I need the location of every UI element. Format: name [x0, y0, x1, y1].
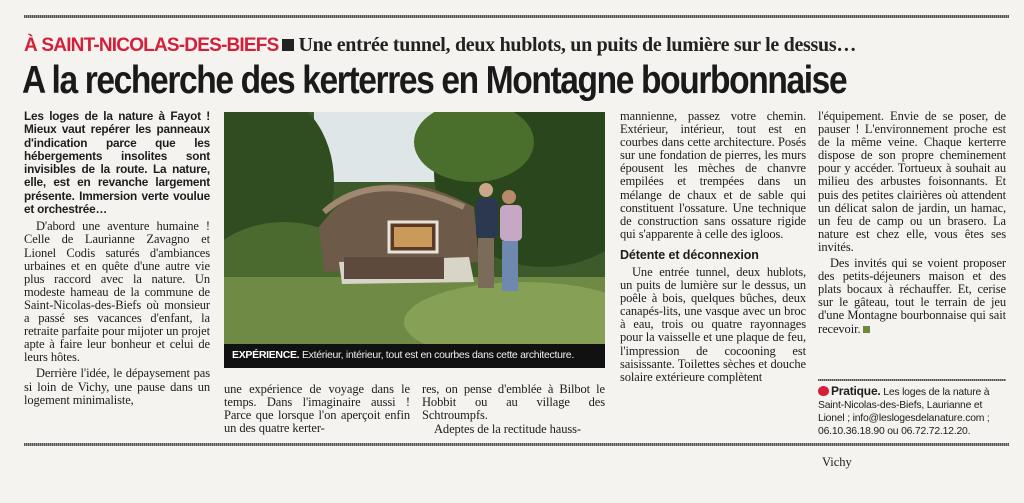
paragraph — [818, 257, 1006, 336]
headline: A la recherche des kerterres en Montagne bourbonnaise — [22, 59, 847, 102]
paragraph: D'abord une aventure humaine ! Celle de Laurianne Zavagno et Lionel Codis saturés d'ambiances urbaines et en quête d'une autre vie plus raccord avec la nature. Un modeste hameau de la commune de Saint-Nicolas-des-Biefs où monsieur a passé ses vacances d'enfant, la retraite parfaite pour mijoter un projet apte à faire leur bonheur et celui de leurs hôtes. — [24, 219, 210, 365]
paragraph: Une entrée tunnel, deux hublots, un puits de lumière sur le dessus, un poêle à bois, quelques bûches, deux canapés-lits, une vasque avec un broc à eau, trois ou quatre rayonnages pour la vaisselle et une plaque de feu, l'impression de cocooning est saisissante. Toilettes sèches et douche solaire extérieure complètent — [620, 264, 806, 384]
bottom-rule — [24, 443, 1009, 446]
article-photo — [224, 112, 605, 368]
paragraph-text: Des invités qui se voient proposer des petits-déjeuners maison et des plats bocaux à réchauffer. Et, cerise sur le gâteau, tout le terrain de jeu d'une Montagne bourbonnaise qui sait recevoir. — [818, 256, 1006, 336]
column-3 — [620, 110, 806, 384]
top-rule — [24, 15, 1009, 18]
paragraph: Derrière l'idée, le dépaysement pas si loin de Vichy, une pause dans un logement minimaliste, — [24, 366, 210, 407]
pratique-rule — [818, 379, 1006, 381]
caption-label: EXPÉRIENCE. — [232, 349, 300, 361]
column-1 — [24, 110, 210, 407]
end-mark-icon — [863, 326, 870, 333]
kicker — [24, 34, 856, 57]
city-label: Vichy — [822, 455, 852, 469]
paragraph: une expérience de voyage dans le temps. Dans l'imaginaire aussi ! Parce que lorsque l'on aperçoit enfin un des quatre kerter- — [224, 382, 410, 436]
paragraph: mannienne, passez votre chemin. Extérieur, intérieur, tout est en courbes dans cette architecture. Posés sur une fondation de pierres, les murs épousent les mèches de chanvre empilées et trempées dans un mélange de chaux et de sable qui constituent l'ossature. Une technique de construction sans ossature rigide qui s'apparente à celle des igloos. — [620, 109, 806, 241]
kicker-subtitle: Une entrée tunnel, deux hublots, un puits de lumière sur le dessus… — [298, 34, 857, 56]
pratique-label: Pratique. — [831, 384, 881, 398]
pratique-box — [818, 385, 1006, 438]
caption-text: Extérieur, intérieur, tout est en courbes dans cette architecture. — [301, 349, 574, 361]
kicker-location: À SAINT-NICOLAS-DES-BIEFS — [24, 35, 279, 56]
paragraph: res, on pense d'emblée à Bilbot le Hobbit ou au village des Schtroumpfs. — [422, 382, 605, 423]
pratique-text: Les loges de la nature à Saint-Nicolas-des-Biefs, Laurianne et Lionel ; info@leslogesdelanature.com ; 06.10.36.18.90 ou 06.72.72.12.20. — [818, 387, 990, 437]
column-2b — [422, 383, 605, 436]
paragraph: Adeptes de la rectitude hauss- — [434, 422, 581, 437]
photo-caption — [224, 344, 605, 368]
paragraph: l'équipement. Envie de se poser, de pauser ! L'environnement proche est de la même veine. Chaque kerterre dispose de son propre cheminement pour y accéder. Tortueux à souhait au milieu des arbustes foisonnants. Et puis des petites clairières où attendent un délicat salon de jardin, un hamac, un feu de camp ou un brasero. La nature est chez elle, vous êtes ses invités. — [818, 109, 1006, 254]
column-4 — [818, 110, 1006, 336]
subheading: Détente et déconnexion — [620, 247, 759, 262]
lede: Les loges de la nature à Fayot ! Mieux vaut repérer les panneaux d'indication parce que les hébergements insolites sont invisibles de la route. La nature, elle, est en revanche largement présente. Immersion verte voulue et orchestrée… — [24, 109, 210, 217]
berry-icon — [818, 386, 829, 396]
square-bullet-icon — [282, 39, 294, 51]
column-2a — [224, 383, 410, 435]
kerterre-photo-illustration — [224, 112, 605, 368]
